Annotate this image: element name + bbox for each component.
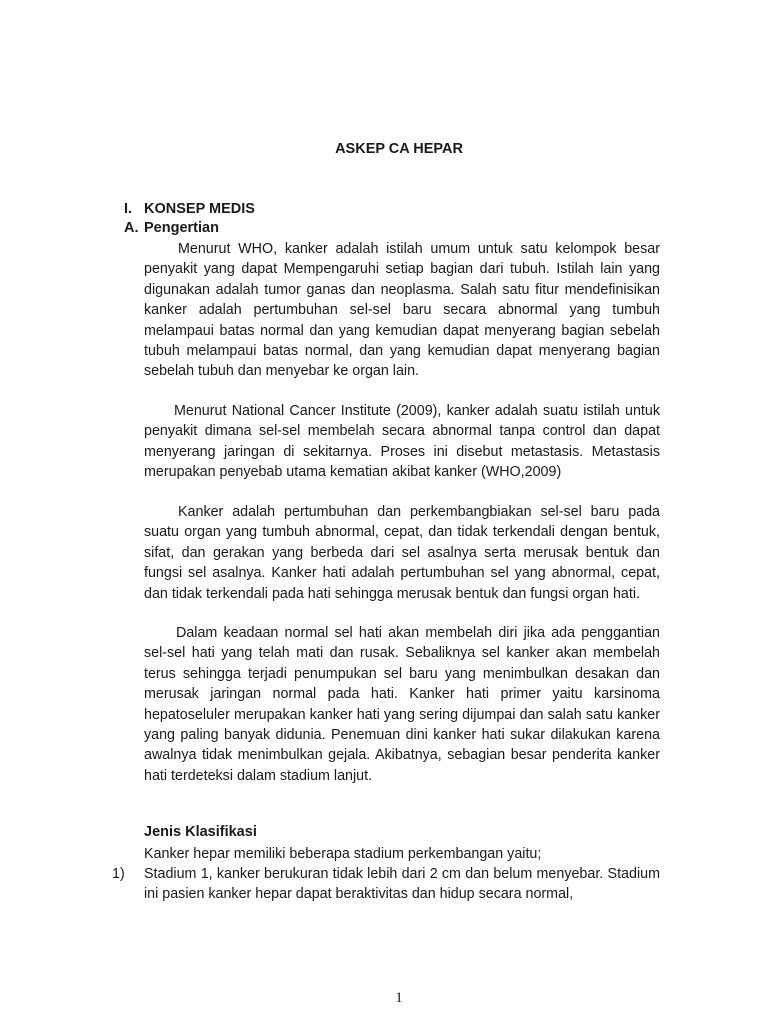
subsection-title: Pengertian bbox=[144, 220, 219, 236]
list-item bbox=[112, 864, 660, 905]
section-heading bbox=[124, 201, 255, 217]
classification-heading: Jenis Klasifikasi bbox=[144, 824, 257, 840]
list-item-number: 1) bbox=[112, 866, 125, 882]
section-title: KONSEP MEDIS bbox=[144, 201, 255, 217]
list-item-text: Stadium 1, kanker berukuran tidak lebih dari 2 cm dan belum menyebar. Stadium ini pasien kanker hepar dapat beraktivitas dan hidup secara normal, bbox=[144, 866, 660, 903]
paragraph-nci-definition: Menurut National Cancer Institute (2009), kanker adalah suatu istilah untuk penyakit dimana sel-sel membelah secara abnormal tanpa control dan dapat menyerang jaringan di sekitarnya. Proses ini disebut metastasis. Metastasis merupakan penyebab utama kematian akibat kanker (WHO,2009) bbox=[144, 403, 660, 481]
paragraph-cancer-growth: Kanker adalah pertumbuhan dan perkembangbiakan sel-sel baru pada suatu organ yang tumbuh abnormal, cepat, dan tidak terkendali dengan bentuk, sifat, dan gerakan yang berbeda dari sel asalnya serta merusak bentuk dan fungsi sel asalnya. Kanker hati adalah pertumbuhan sel yang abnormal, cepat, dan tidak terkendali pada hati sehingga merusak bentuk dan fungsi organ hati. bbox=[144, 504, 660, 602]
subsection-heading bbox=[124, 220, 219, 236]
section-number: I. bbox=[124, 201, 133, 217]
subsection-number: A. bbox=[124, 220, 139, 236]
classification-intro: Kanker hepar memiliki beberapa stadium perkembangan yaitu; bbox=[144, 846, 542, 862]
paragraph-liver-cells: Dalam keadaan normal sel hati akan membelah diri jika ada penggantian sel-sel hati yang telah mati dan rusak. Sebaliknya sel kanker akan membelah terus sehingga terjadi penumpukan sel baru yang menimbulkan desakan dan merusak jaringan normal pada hati. Kanker hati primer yaitu karsinoma hepatoseluler merupakan kanker hati yang sering dijumpai dan salah satu kanker yang paling banyak didunia. Penemuan dini kanker hati sukar dilakukan karena awalnya tidak menimbulkan gejala. Akibatnya, sebagian besar penderita kanker hati terdeteksi dalam stadium lanjut. bbox=[144, 625, 660, 784]
page-number: 1 bbox=[395, 990, 403, 1006]
document-title: ASKEP CA HEPAR bbox=[335, 141, 463, 157]
paragraph-who-definition: Menurut WHO, kanker adalah istilah umum untuk satu kelompok besar penyakit yang dapat Mempengaruhi setiap bagian dari tubuh. Istilah lain yang digunakan adalah tumor ganas dan neoplasma. Salah satu fitur mendefinisikan kanker adalah pertumbuhan sel-sel baru secara abnormal yang tumbuh melampaui batas normal dan yang kemudian dapat menyerang bagian sebelah tubuh melampaui batas normal, dan yang kemudian dapat menyerang bagian sebelah tubuh dan menyebar ke organ lain. bbox=[144, 241, 660, 380]
